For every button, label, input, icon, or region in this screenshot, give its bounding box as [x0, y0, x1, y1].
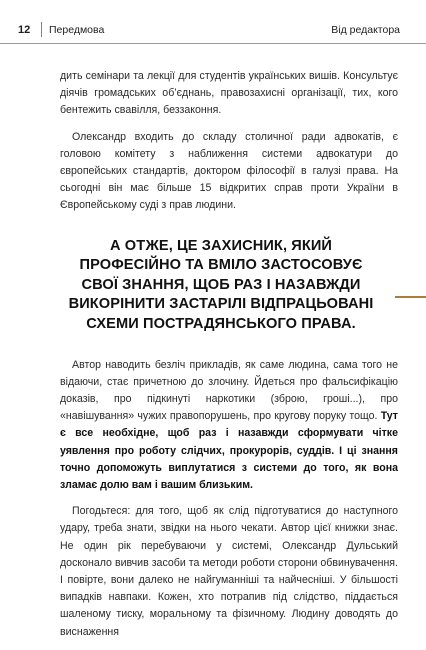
pull-quote-text: А ОТЖЕ, ЦЕ ЗАХИСНИК, ЯКИЙ ПРОФЕСІЙНО ТА ВМІЛО ЗАСТОСОВУЄ СВОЇ ЗНАННЯ, ЩОБ РАЗ І НАЗАВЖДИ ВИКОРІНИТИ ЗАСТАРІЛІ ВІДПРАЦЬОВАНІ СХЕМИ ПОСТРАДЯНСЬКОГО ПРАВА.	[68, 237, 374, 332]
paragraph-4: Погодьтеся: для того, щоб як слід підготуватися до наступного удару, треба знати, звідки на нього чекати. Автор цієї книжки знає. Не один рік перебуваючи у системі, Олександр Дульський досконало вивчив засоби та методи роботи сторони обвинувачення. І повірте, вони далеко не найгуманніші та найчесніші. У більшості випадків навпаки. Кожен, хто потрапив під слідство, піддається шаленому тиску, моральному та фізичному. Людину доводять до виснаження	[60, 505, 398, 638]
page-header	[0, 0, 426, 48]
section-title: Від редактора	[331, 24, 400, 36]
page-number: 12	[18, 24, 31, 36]
paragraph-3	[60, 357, 398, 495]
header-rule	[0, 43, 426, 44]
paragraph-3-bold: Тут є все необхідне, щоб раз і назавжди сформувати чітке уявлення про роботу слідчих, прокурорів, суддів. І ці знання точно допоможуть виплутатися з системи до того, як вона зламає долю вам і вашим близьким.	[60, 410, 398, 492]
page-body	[60, 68, 398, 650]
chapter-title: Передмова	[49, 24, 105, 36]
paragraph-2: Олександр входить до складу столичної ради адвокатів, є головою комітету з наближення системи адвокатури до європейських стандартів, доктором філософії в галузі права. На сьогодні він має більше 15 відкритих справ проти України в Європейському суді з прав людини.	[60, 130, 398, 212]
header-divider	[41, 22, 42, 37]
pull-quote-accent-bar	[395, 296, 426, 298]
paragraph-3-text: Автор наводить безліч прикладів, як саме людина, сама того не відаючи, стає причетною до злочину. Йдеться про фальсифікацію доказів, про підкинуті наркотики (зброю, гроші...), про «навішування» чужих правопорушень, про кругову поруку тощо.	[60, 358, 398, 423]
paragraph-1: дить семінари та лекції для студентів українських вишів. Консультує діячів громадських об’єднань, правозахисні організації, тих, кого бентежить свавілля, беззаконня.	[60, 70, 398, 117]
pull-quote	[60, 237, 398, 335]
